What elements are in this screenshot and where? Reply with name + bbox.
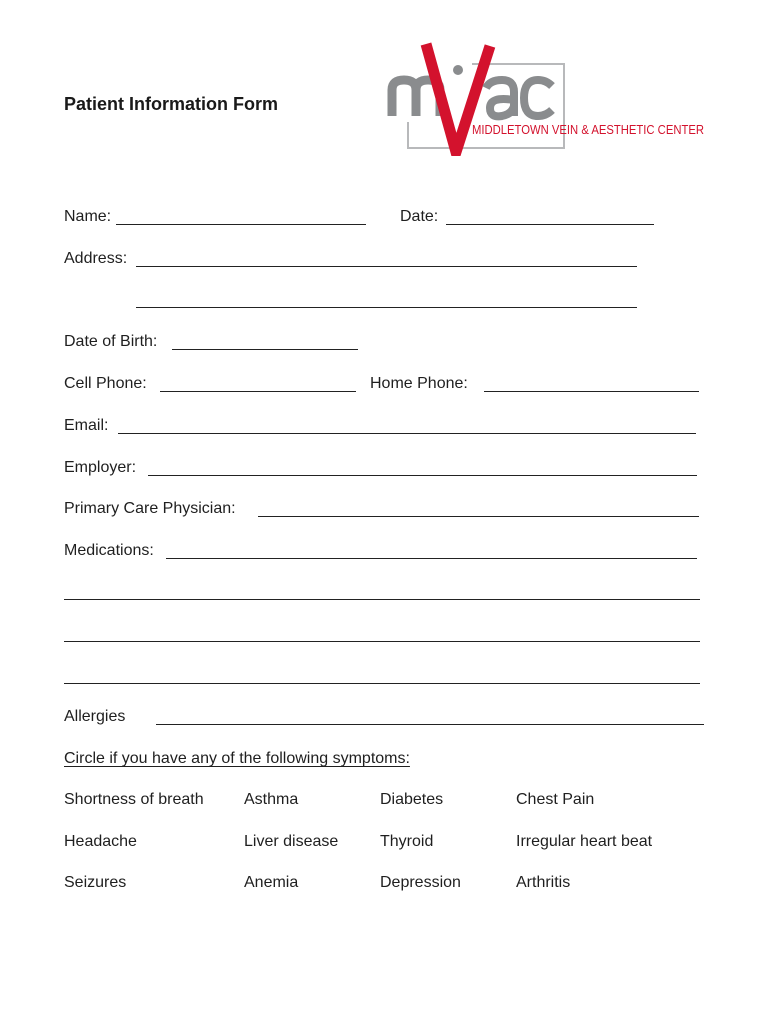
- allergies-label: Allergies: [64, 708, 126, 725]
- email-label: Email:: [64, 417, 109, 434]
- mvac-logo: [386, 40, 716, 156]
- address-field-line2[interactable]: [136, 307, 637, 308]
- pcp-label: Primary Care Physician:: [64, 500, 236, 517]
- symptom-option[interactable]: Liver disease: [244, 833, 339, 850]
- allergies-field[interactable]: [156, 724, 704, 725]
- medications-field-line2[interactable]: [64, 599, 700, 600]
- home-phone-label: Home Phone:: [370, 375, 468, 392]
- cell-phone-label: Cell Phone:: [64, 375, 147, 392]
- employer-label: Employer:: [64, 459, 137, 476]
- symptom-option[interactable]: Irregular heart beat: [516, 833, 653, 850]
- symptom-option[interactable]: Chest Pain: [516, 791, 595, 808]
- medications-field-line1[interactable]: [166, 558, 697, 559]
- home-phone-field[interactable]: [484, 391, 699, 392]
- symptom-option[interactable]: Arthritis: [516, 874, 571, 891]
- symptom-option[interactable]: Diabetes: [380, 791, 444, 808]
- dob-label: Date of Birth:: [64, 333, 158, 350]
- name-field[interactable]: [116, 224, 366, 225]
- date-field[interactable]: [446, 224, 654, 225]
- date-label: Date:: [400, 208, 439, 225]
- medications-field-line3[interactable]: [64, 641, 700, 642]
- symptom-option[interactable]: Thyroid: [380, 833, 434, 850]
- address-field-line1[interactable]: [136, 266, 637, 267]
- logo-graphic: [386, 40, 716, 156]
- pcp-field[interactable]: [258, 516, 699, 517]
- logo-tagline: MIDDLETOWN VEIN & AESTHETIC CENTER: [472, 122, 704, 137]
- cell-phone-field[interactable]: [160, 391, 356, 392]
- symptom-option[interactable]: Shortness of breath: [64, 791, 204, 808]
- medications-label: Medications:: [64, 542, 154, 559]
- name-label: Name:: [64, 208, 112, 225]
- dob-field[interactable]: [172, 349, 358, 350]
- symptom-option[interactable]: Seizures: [64, 874, 127, 891]
- symptom-option[interactable]: Anemia: [244, 874, 299, 891]
- symptom-option[interactable]: Headache: [64, 833, 137, 850]
- symptom-option[interactable]: Depression: [380, 874, 461, 891]
- address-label: Address:: [64, 250, 128, 267]
- symptoms-heading: Circle if you have any of the following symptoms:: [64, 750, 410, 767]
- email-field[interactable]: [118, 433, 696, 434]
- symptom-option[interactable]: Asthma: [244, 791, 299, 808]
- medications-field-line4[interactable]: [64, 683, 700, 684]
- employer-field[interactable]: [148, 475, 697, 476]
- page-title: Patient Information Form: [64, 94, 279, 114]
